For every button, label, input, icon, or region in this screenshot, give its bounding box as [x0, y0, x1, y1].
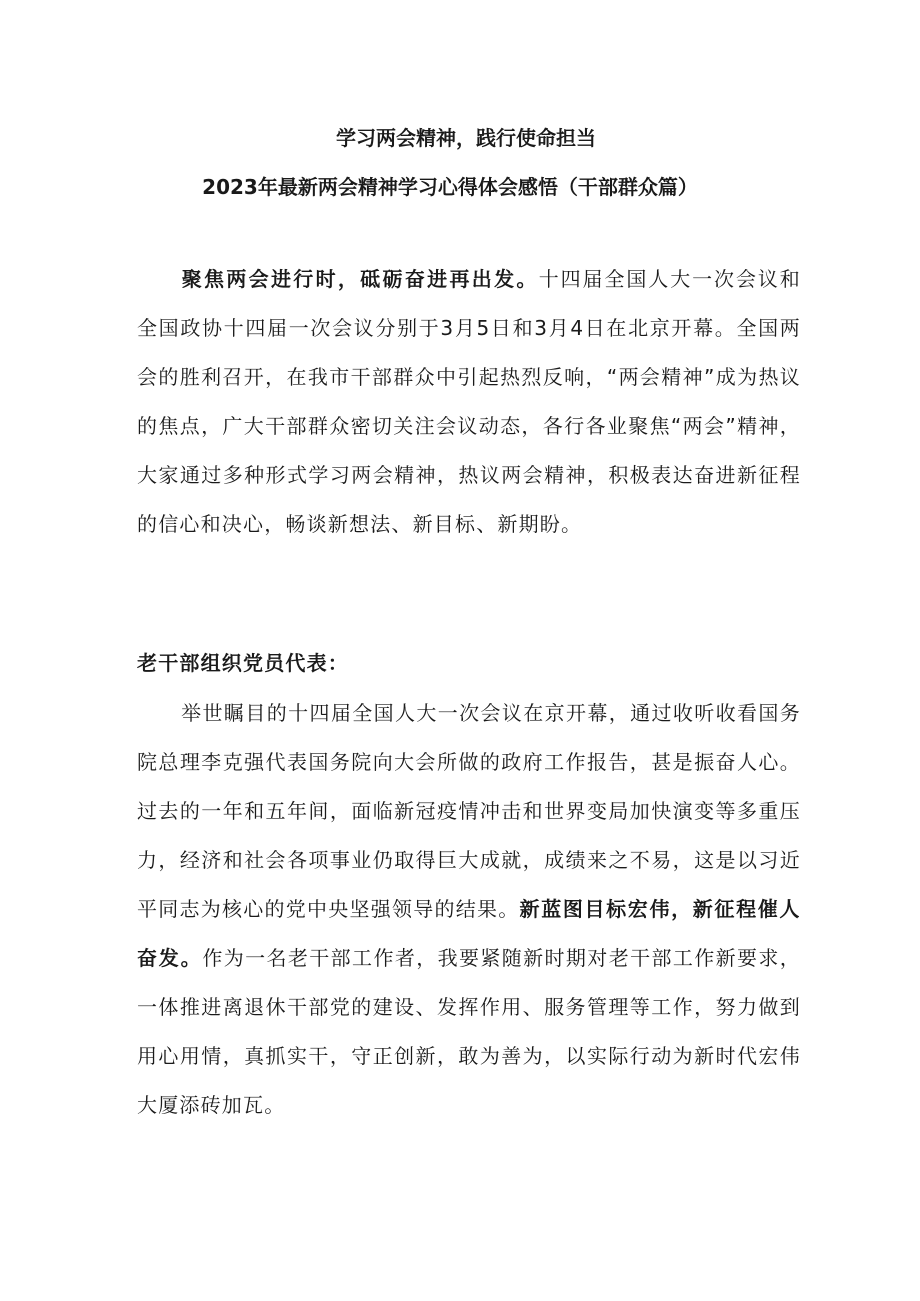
- section-body-text-part1: 举世瞩目的十四届全国人大一次会议在京开幕，通过收听收看国务院总理李克强代表国务院向大会所做的政府工作报告，甚是振奋人心。过去的一年和五年间，面临新冠疫情冲击和世界变局加快演变等多重压力，经济和社会各项事业仍取得巨大成就，成绩来之不易，这是以习近平同志为核心的党中央坚强领导的结果。: [137, 701, 801, 921]
- section-body-text-part2: 作为一名老干部工作者，我要紧随新时期对老干部工作新要求，一体推进离退休干部党的建设、发挥作用、服务管理等工作，努力做到用心用情，真抓实干，守正创新，敢为善为，以实际行动为新时代宏伟大厦添砖加瓦。: [137, 946, 801, 1117]
- section-bold-phrase: 新蓝图目标宏伟，新征程催人奋发。: [137, 897, 801, 970]
- document-title: 学习两会精神，践行使命担当: [336, 126, 596, 150]
- section-heading: 老干部组织党员代表：: [137, 651, 349, 675]
- intro-lead-sentence: 聚焦两会进行时，砥砺奋进再出发。: [181, 267, 539, 291]
- section-paragraph: [137, 689, 801, 1130]
- intro-paragraph: [137, 255, 801, 549]
- intro-body-text: 十四届全国人大一次会议和全国政协十四届一次会议分别于3月5日和3月4日在北京开幕。全国两会的胜利召开，在我市干部群众中引起热烈反响，“两会精神”成为热议的焦点，广大干部群众密切关注会议动态，各行各业聚焦“两会”精神，大家通过多种形式学习两会精神，热议两会精神，积极表达奋进新征程的信心和决心，畅谈新想法、新目标、新期盼。: [137, 267, 801, 536]
- document-subtitle: 2023年最新两会精神学习心得体会感悟（干部群众篇）: [202, 175, 698, 199]
